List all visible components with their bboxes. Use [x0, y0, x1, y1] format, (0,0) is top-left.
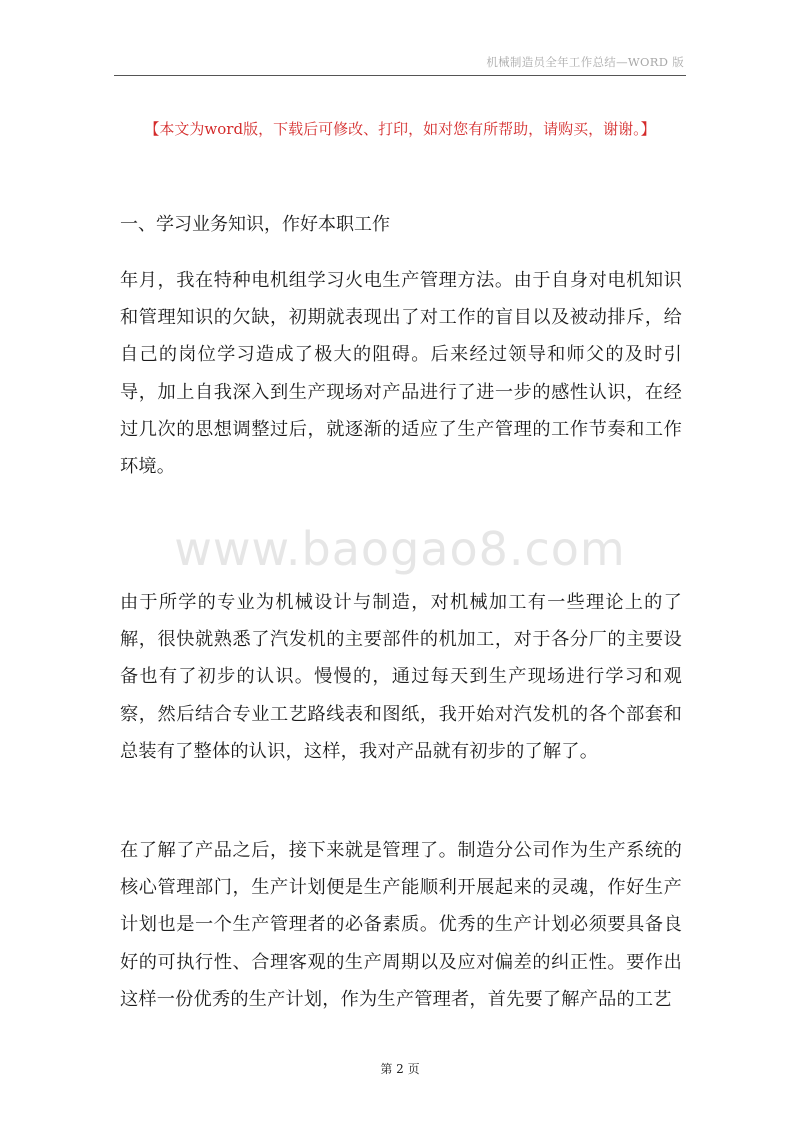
header-title: 机械制造员全年工作总结—WORD 版 — [486, 55, 684, 69]
paragraph-1: 年月，我在特种电机组学习火电生产管理方法。由于自身对电机知识和管理知识的欠缺，初期就表现出了对工作的盲目以及被动排斥，给自己的岗位学习造成了极大的阻碍。后来经过领导和师父的及时引导，加上自我深入到生产现场对产品进行了进一步的感性认识，在经过几次的思想调整过后，就逐渐的适应了生产管理的工作节奏和工作环境。 — [120, 270, 682, 478]
paragraph-2: 由于所学的专业为机械设计与制造，对机械加工有一些理论上的了解，很快就熟悉了汽发机的主要部件的机加工，对于各分厂的主要设备也有了初步的认识。慢慢的，通过每天到生产现场进行学习和观察，然后结合专业工艺路线表和图纸，我开始对汽发机的各个部套和总装有了整体的认识，这样，我对产品就有初步的了解了。 — [120, 592, 682, 762]
page-number: 第 2 页 — [380, 1062, 420, 1076]
watermark-text: www.baogao8.com — [174, 522, 626, 576]
header-divider — [114, 75, 686, 76]
paragraph-3: 在了解了产品之后，接下来就是管理了。制造分公司作为生产系统的核心管理部门，生产计划便是生产能顺利开展起来的灵魂，作好生产计划也是一个生产管理者的必备素质。优秀的生产计划必须要具备良好的可执行性、合理客观的生产周期以及应对偏差的纠正性。要作出这样一份优秀的生产计划，作为生产管理者，首先要了解产品的工艺 — [120, 840, 682, 1010]
section-heading: 一、学习业务知识，作好本职工作 — [120, 214, 390, 235]
purchase-notice: 【本文为word版，下载后可修改、打印，如对您有所帮助，请购买，谢谢。】 — [144, 120, 656, 138]
